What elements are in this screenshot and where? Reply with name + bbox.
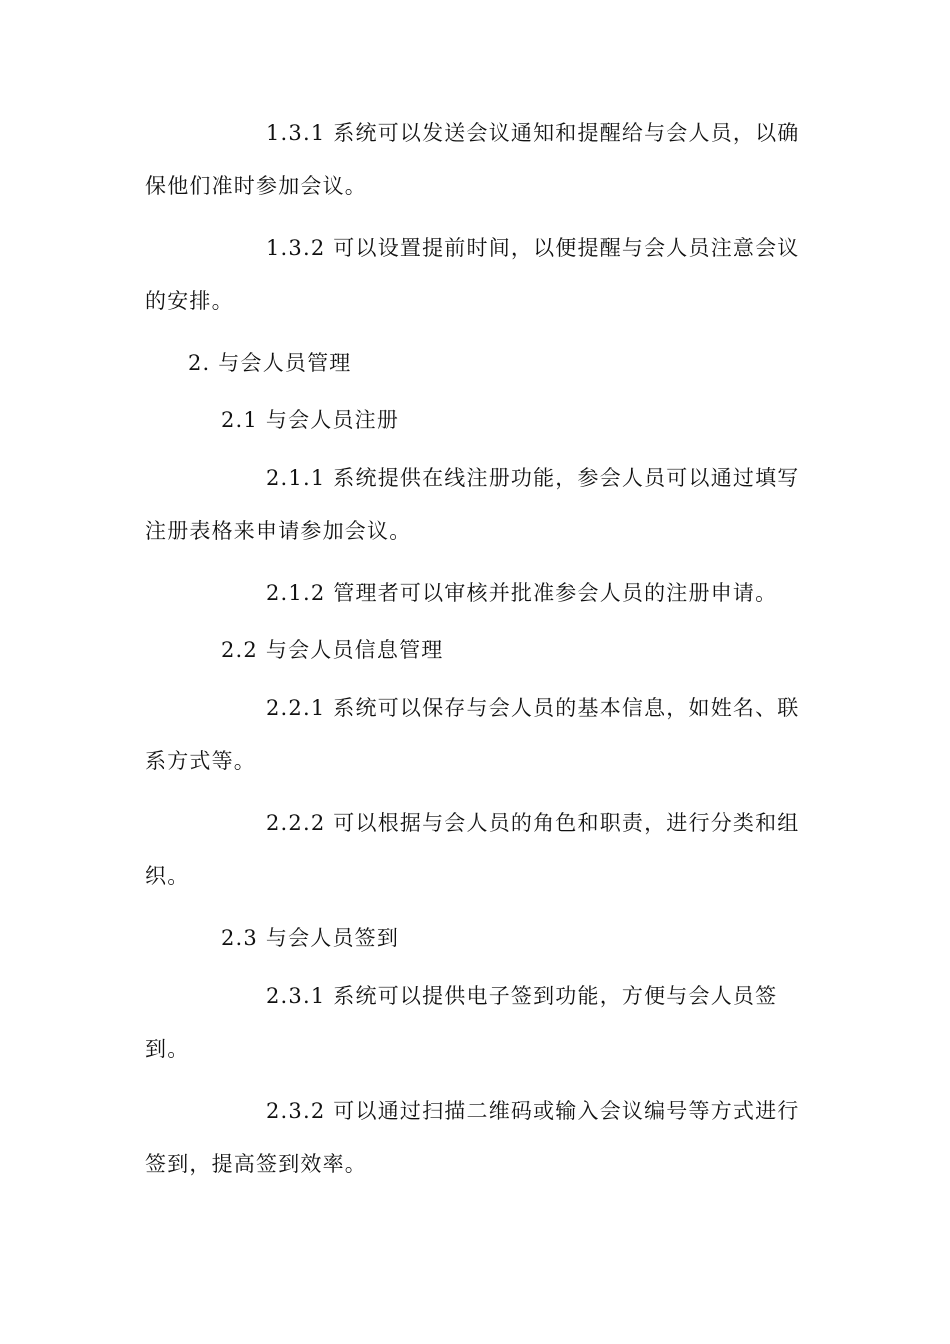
paragraph-1-3-2-line-2: 的安排。	[145, 289, 234, 313]
paragraph-2-1-1-line-2: 注册表格来申请参加会议。	[145, 519, 412, 543]
subsection-heading-2-3: 2.3 与会人员签到	[221, 926, 400, 950]
subsection-heading-2-2: 2.2 与会人员信息管理	[221, 638, 444, 662]
paragraph-1-3-1-line-1: 1.3.1 系统可以发送会议通知和提醒给与会人员，以确	[266, 121, 800, 145]
paragraph-1-3-1-line-2: 保他们准时参加会议。	[145, 174, 367, 198]
paragraph-2-2-2-line-2: 织。	[145, 864, 190, 888]
paragraph-2-3-2-line-2: 签到，提高签到效率。	[145, 1152, 367, 1176]
paragraph-2-1-1-line-1: 2.1.1 系统提供在线注册功能，参会人员可以通过填写	[266, 466, 800, 490]
paragraph-2-3-1-line-1: 2.3.1 系统可以提供电子签到功能，方便与会人员签	[266, 984, 778, 1008]
paragraph-2-1-2: 2.1.2 管理者可以审核并批准参会人员的注册申请。	[266, 581, 778, 605]
paragraph-2-3-2-line-1: 2.3.2 可以通过扫描二维码或输入会议编号等方式进行	[266, 1099, 800, 1123]
paragraph-2-3-1-line-2: 到。	[145, 1037, 190, 1061]
subsection-heading-2-1: 2.1 与会人员注册	[221, 408, 400, 432]
paragraph-2-2-1-line-2: 系方式等。	[145, 749, 256, 773]
paragraph-1-3-2-line-1: 1.3.2 可以设置提前时间，以便提醒与会人员注意会议	[266, 236, 800, 260]
paragraph-2-2-2-line-1: 2.2.2 可以根据与会人员的角色和职责，进行分类和组	[266, 811, 800, 835]
section-heading-2: 2. 与会人员管理	[188, 351, 352, 375]
paragraph-2-2-1-line-1: 2.2.1 系统可以保存与会人员的基本信息，如姓名、联	[266, 696, 800, 720]
